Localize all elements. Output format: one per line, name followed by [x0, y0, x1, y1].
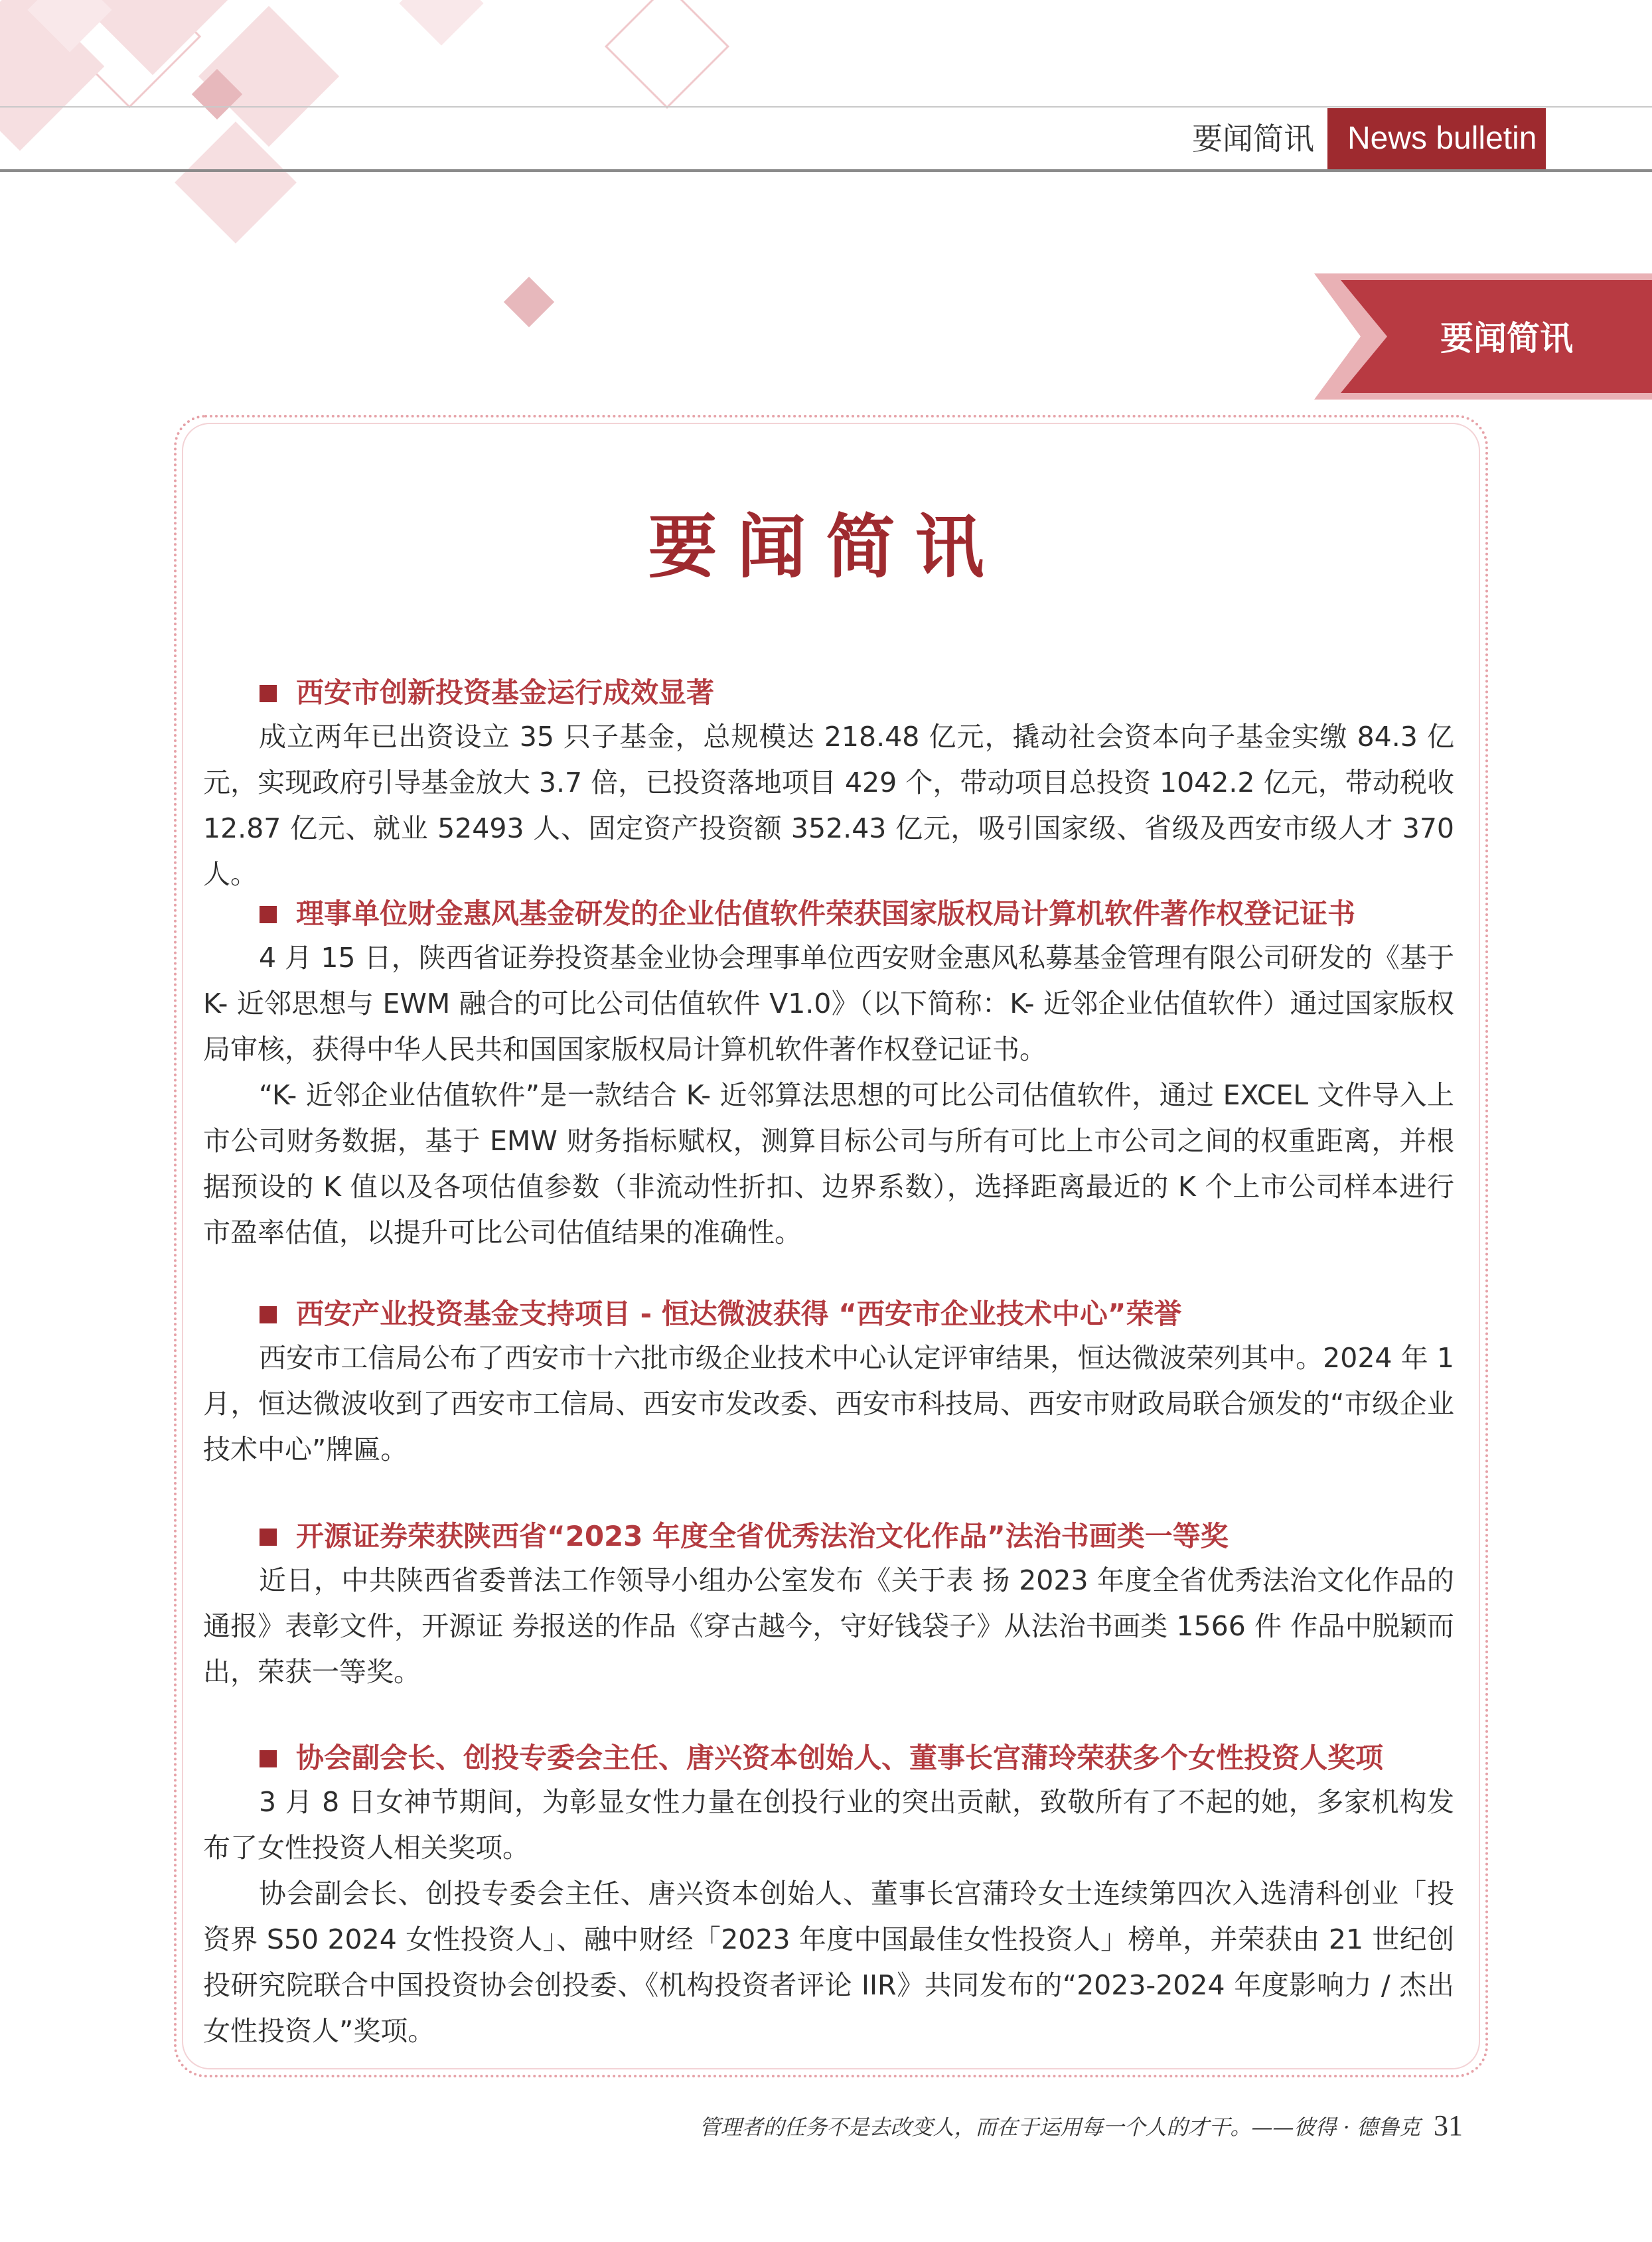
article-heading [203, 893, 1454, 935]
article-paragraph: 4 月 15 日，陕西省证券投资基金业协会理事单位西安财金惠风私募基金管理有限公司研发的《基于 K- 近邻思想与 EWM 融合的可比公司估值软件 V1.0》（以下简称：K- 近邻企业估值软件）通过国家版权局审核，获得中华人民共和国国家版权局计算机软件著作权登记证书。 [203, 942, 1454, 1065]
article-paragraph: 3 月 8 日女神节期间，为彰显女性力量在创投行业的突出贡献，致敬所有了不起的她，多家机构发布了女性投资人相关奖项。 [203, 1786, 1454, 1864]
ribbon-label: 要闻简讯 [1440, 319, 1573, 358]
article-heading-text: 西安产业投资基金支持项目 - 恒达微波获得 “西安市企业技术中心”荣誉 [296, 1298, 1182, 1330]
bullet-square-icon [260, 1750, 277, 1767]
article-paragraph: 协会副会长、创投专委会主任、唐兴资本创始人、董事长宫蒲玲女士连续第四次入选清科创业「投资界 S50 2024 女性投资人」、融中财经「2023 年度中国最佳女性投资人」榜单，并荣获由 21 世纪创投研究院联合中国投资协会创投委、《机构投资者评论 IIR》共同发布的“2023-2024 年度影响力 / 杰出女性投资人”奖项。 [203, 1878, 1454, 2047]
article-paragraph: 西安市工信局公布了西安市十六批市级企业技术中心认定评审结果，恒达微波荣列其中。2024 年 1 月，恒达微波收到了西安市工信局、西安市发改委、西安市科技局、西安市财政局联合颁发的“市级企业技术中心”牌匾。 [203, 1342, 1454, 1465]
article-heading-text: 协会副会长、创投专委会主任、唐兴资本创始人、董事长宫蒲玲荣获多个女性投资人奖项 [296, 1742, 1384, 1774]
article-heading-text: 开源证券荣获陕西省“2023 年度全省优秀法治文化作品”法治书画类一等奖 [296, 1520, 1229, 1552]
article-heading [203, 1515, 1454, 1558]
article-paragraph: 近日，中共陕西省委普法工作领导小组办公室发布《关于表 扬 2023 年度全省优秀法治文化作品的通报》表彰文件，开源证 券报送的作品《穿古越今，守好钱袋子》从法治书画类 1566 件 作品中脱颖而出，荣获一等奖。 [203, 1564, 1454, 1688]
article-heading-text: 西安市创新投资基金运行成效显著 [296, 676, 715, 709]
header-section-cn: 要闻简讯 [1192, 121, 1314, 157]
bullet-square-icon [260, 906, 277, 923]
article-paragraph: 成立两年已出资设立 35 只子基金，总规模达 218.48 亿元，撬动社会资本向子基金实缴 84.3 亿元，实现政府引导基金放大 3.7 倍，已投资落地项目 429 个，带动项目总投资 1042.2 亿元，带动税收 12.87 亿元、就业 52493 人、固定资产投资额 352.43 亿元，吸引国家级、省级及西安市级人才 370 人。 [203, 721, 1454, 890]
article-heading [203, 672, 1454, 714]
header-rule-top [0, 106, 1652, 108]
article [203, 1515, 1454, 1695]
header-rule-bottom [0, 169, 1652, 172]
article-heading [203, 1737, 1454, 1779]
article-heading-text: 理事单位财金惠风基金研发的企业估值软件荣获国家版权局计算机软件著作权登记证书 [296, 897, 1356, 930]
footer-quote: 管理者的任务不是去改变人，而在于运用每一个人的才干。——彼得 · 德鲁克 [699, 2115, 1420, 2140]
bullet-square-icon [260, 685, 277, 702]
decorative-diamonds [0, 0, 796, 345]
bullet-square-icon [260, 1529, 277, 1546]
article [203, 1293, 1454, 1473]
article-paragraph: “K- 近邻企业估值软件”是一款结合 K- 近邻算法思想的可比公司估值软件，通过 EXCEL 文件导入上市公司财务数据，基于 EMW 财务指标赋权，测算目标公司与所有可比上市公司之间的权重距离，并根据预设的 K 值以及各项估值参数（非流动性折扣、边界系数），选择距离最近的 K 个上市公司样本进行市盈率估值，以提升可比公司估值结果的准确性。 [203, 1079, 1454, 1248]
article [203, 893, 1454, 1256]
article [203, 672, 1454, 897]
page-title: 要闻简讯 [648, 506, 1004, 587]
article-heading [203, 1293, 1454, 1335]
header-section-en: News bulletin [1327, 108, 1546, 169]
bullet-square-icon [260, 1306, 277, 1323]
article [203, 1737, 1454, 2054]
page-number: 31 [1434, 2109, 1463, 2142]
